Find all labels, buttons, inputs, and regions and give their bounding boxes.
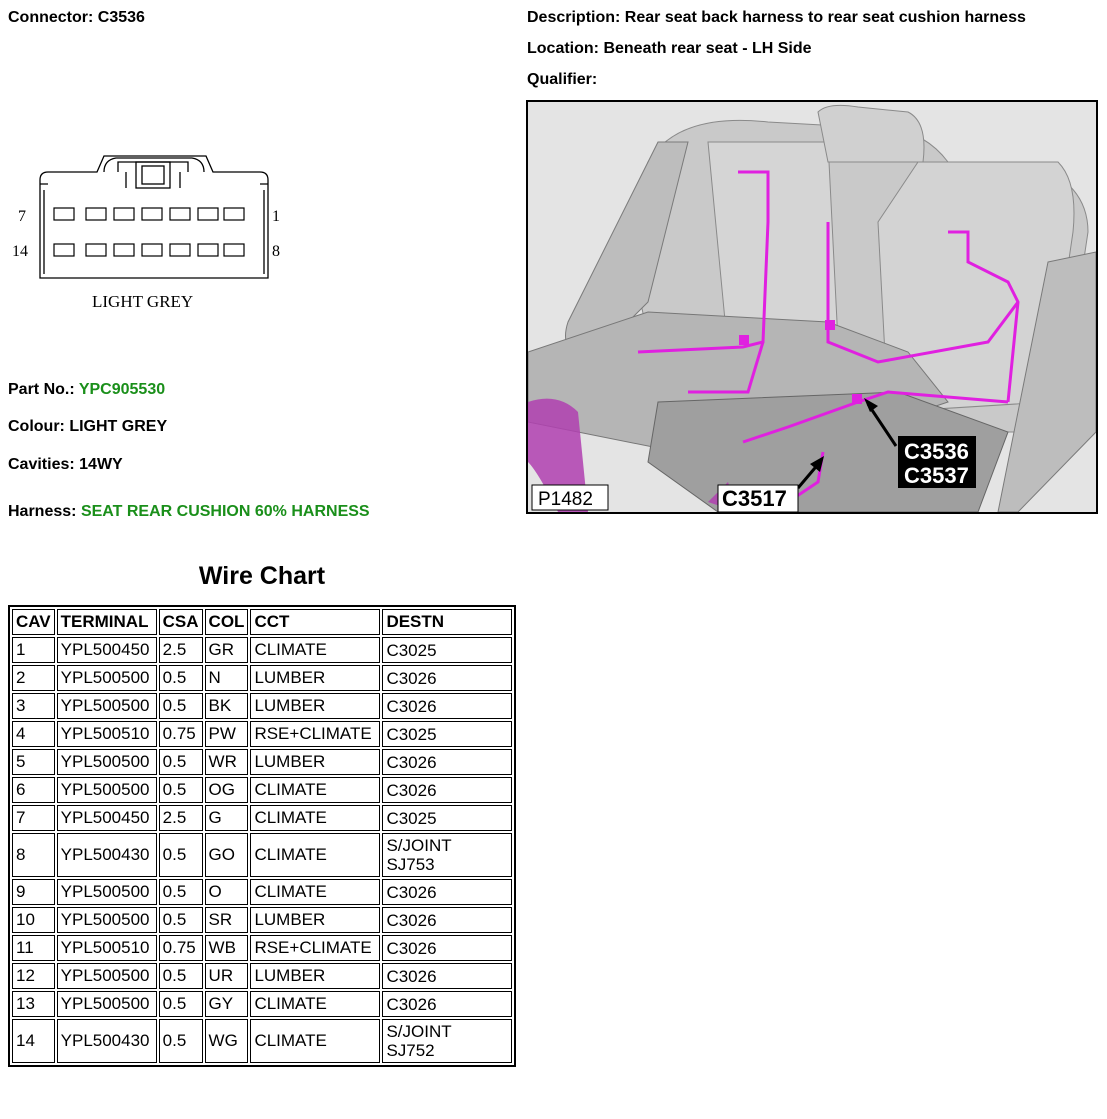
cell-terminal: YPL500500 xyxy=(57,879,157,905)
col-col: COL xyxy=(205,609,249,635)
connector-face-diagram xyxy=(8,150,298,320)
cell-cct: RSE+CLIMATE xyxy=(250,721,380,747)
cell-terminal: YPL500500 xyxy=(57,907,157,933)
cell-cct: CLIMATE xyxy=(250,637,380,663)
col-csa: CSA xyxy=(159,609,203,635)
cell-cct: CLIMATE xyxy=(250,991,380,1017)
cell-destn: C3026 xyxy=(382,907,512,933)
cell-terminal: YPL500500 xyxy=(57,749,157,775)
pin-label-14: 14 xyxy=(12,243,28,260)
col-cct: CCT xyxy=(250,609,380,635)
rear-seat-drawing xyxy=(528,102,1096,512)
cell-destn: C3026 xyxy=(382,665,512,691)
cell-cct: LUMBER xyxy=(250,963,380,989)
cell-terminal: YPL500500 xyxy=(57,665,157,691)
connector-colour-caption: LIGHT GREY xyxy=(92,292,194,311)
cell-col: WB xyxy=(205,935,249,961)
location-line: Location: Beneath rear seat - LH Side xyxy=(527,40,812,57)
callout-c3536: C3536 xyxy=(904,439,969,464)
location-illustration xyxy=(526,100,1098,514)
cell-csa: 0.5 xyxy=(159,777,203,803)
cell-cav: 11 xyxy=(12,935,55,961)
cell-cav: 4 xyxy=(12,721,55,747)
cell-terminal: YPL500450 xyxy=(57,805,157,831)
cell-destn: C3026 xyxy=(382,749,512,775)
cell-cav: 1 xyxy=(12,637,55,663)
cell-cct: CLIMATE xyxy=(250,879,380,905)
wire-chart-table xyxy=(8,605,516,1067)
cell-destn: C3026 xyxy=(382,693,512,719)
table-row xyxy=(12,721,512,747)
table-row xyxy=(12,963,512,989)
table-row xyxy=(12,1019,512,1063)
cell-destn: C3026 xyxy=(382,991,512,1017)
cell-cct: CLIMATE xyxy=(250,777,380,803)
cell-csa: 0.5 xyxy=(159,991,203,1017)
cavities-line: Cavities: 14WY xyxy=(8,456,123,473)
col-destn: DESTN xyxy=(382,609,512,635)
cell-csa: 0.5 xyxy=(159,833,203,877)
cavities-value: 14WY xyxy=(79,456,123,473)
cell-cct: LUMBER xyxy=(250,749,380,775)
cell-csa: 0.75 xyxy=(159,935,203,961)
cell-cav: 13 xyxy=(12,991,55,1017)
table-row xyxy=(12,637,512,663)
cell-terminal: YPL500500 xyxy=(57,991,157,1017)
cell-cct: CLIMATE xyxy=(250,805,380,831)
cell-col: WG xyxy=(205,1019,249,1063)
table-row xyxy=(12,749,512,775)
wire-chart-body xyxy=(12,637,512,1063)
cell-cav: 3 xyxy=(12,693,55,719)
cell-cav: 9 xyxy=(12,879,55,905)
cell-cav: 5 xyxy=(12,749,55,775)
part-no-line: Part No.: YPC905530 xyxy=(8,381,166,398)
cell-destn: C3026 xyxy=(382,777,512,803)
cell-cav: 14 xyxy=(12,1019,55,1063)
cell-col: OG xyxy=(205,777,249,803)
table-row xyxy=(12,991,512,1017)
pin-label-1: 1 xyxy=(272,208,280,225)
callout-c3537: C3537 xyxy=(904,463,969,488)
cell-destn: S/JOINT SJ753 xyxy=(382,833,512,877)
cell-col: UR xyxy=(205,963,249,989)
cell-col: SR xyxy=(205,907,249,933)
table-row xyxy=(12,777,512,803)
cell-cct: LUMBER xyxy=(250,665,380,691)
cell-terminal: YPL500500 xyxy=(57,777,157,803)
col-terminal: TERMINAL xyxy=(57,609,157,635)
cell-destn: C3026 xyxy=(382,935,512,961)
cell-csa: 0.5 xyxy=(159,907,203,933)
wire-chart-title: Wire Chart xyxy=(198,562,326,590)
col-cav: CAV xyxy=(12,609,55,635)
part-no-link[interactable]: YPC905530 xyxy=(78,381,166,398)
pin-label-7: 7 xyxy=(18,208,26,225)
pin-label-8: 8 xyxy=(272,243,280,260)
cell-destn: C3025 xyxy=(382,637,512,663)
cell-terminal: YPL500500 xyxy=(57,693,157,719)
cell-csa: 0.5 xyxy=(159,693,203,719)
table-row xyxy=(12,693,512,719)
table-row xyxy=(12,805,512,831)
callout-c3517: C3517 xyxy=(722,486,787,511)
cell-csa: 0.75 xyxy=(159,721,203,747)
description-line: Description: Rear seat back harness to rear seat cushion harness xyxy=(527,9,1026,26)
cell-col: GY xyxy=(205,991,249,1017)
cell-destn: C3025 xyxy=(382,805,512,831)
cell-terminal: YPL500510 xyxy=(57,721,157,747)
cell-cav: 12 xyxy=(12,963,55,989)
cell-cav: 6 xyxy=(12,777,55,803)
cell-col: O xyxy=(205,879,249,905)
cell-col: BK xyxy=(205,693,249,719)
colour-line: Colour: LIGHT GREY xyxy=(8,418,168,435)
cell-cct: LUMBER xyxy=(250,693,380,719)
description-value: Rear seat back harness to rear seat cushion harness xyxy=(624,9,1026,26)
connector-heading: Connector: C3536 xyxy=(8,9,145,26)
cell-csa: 0.5 xyxy=(159,665,203,691)
cell-terminal: YPL500510 xyxy=(57,935,157,961)
cell-csa: 0.5 xyxy=(159,1019,203,1063)
table-row xyxy=(12,935,512,961)
cell-cav: 8 xyxy=(12,833,55,877)
cell-destn: C3026 xyxy=(382,879,512,905)
cell-cav: 10 xyxy=(12,907,55,933)
cell-csa: 0.5 xyxy=(159,749,203,775)
cell-col: GR xyxy=(205,637,249,663)
cavity-row-top xyxy=(54,208,244,220)
cell-col: WR xyxy=(205,749,249,775)
cell-col: PW xyxy=(205,721,249,747)
cell-terminal: YPL500450 xyxy=(57,637,157,663)
harness-line: Harness: SEAT REAR CUSHION 60% HARNESS xyxy=(8,503,370,520)
location-value: Beneath rear seat - LH Side xyxy=(603,40,812,57)
cell-destn: C3026 xyxy=(382,963,512,989)
cell-cct: CLIMATE xyxy=(250,833,380,877)
cell-destn: C3025 xyxy=(382,721,512,747)
colour-value: LIGHT GREY xyxy=(69,418,168,435)
connector-id: C3536 xyxy=(97,9,145,26)
cell-csa: 2.5 xyxy=(159,805,203,831)
cell-destn: S/JOINT SJ752 xyxy=(382,1019,512,1063)
cell-csa: 0.5 xyxy=(159,879,203,905)
harness-link[interactable]: SEAT REAR CUSHION 60% HARNESS xyxy=(80,503,370,520)
cell-csa: 2.5 xyxy=(159,637,203,663)
qualifier-line: Qualifier: xyxy=(527,71,598,88)
table-row xyxy=(12,879,512,905)
cell-terminal: YPL500500 xyxy=(57,963,157,989)
cell-col: GO xyxy=(205,833,249,877)
cell-terminal: YPL500430 xyxy=(57,833,157,877)
table-row xyxy=(12,833,512,877)
cell-csa: 0.5 xyxy=(159,963,203,989)
wire-chart-header-row xyxy=(12,609,512,635)
cell-cct: CLIMATE xyxy=(250,1019,380,1063)
photo-code: P1482 xyxy=(538,489,593,510)
table-row xyxy=(12,907,512,933)
cell-cct: RSE+CLIMATE xyxy=(250,935,380,961)
cell-cct: LUMBER xyxy=(250,907,380,933)
table-row xyxy=(12,665,512,691)
cell-cav: 7 xyxy=(12,805,55,831)
cell-cav: 2 xyxy=(12,665,55,691)
cell-col: G xyxy=(205,805,249,831)
cell-col: N xyxy=(205,665,249,691)
cell-terminal: YPL500430 xyxy=(57,1019,157,1063)
cavity-row-bottom xyxy=(54,244,244,256)
